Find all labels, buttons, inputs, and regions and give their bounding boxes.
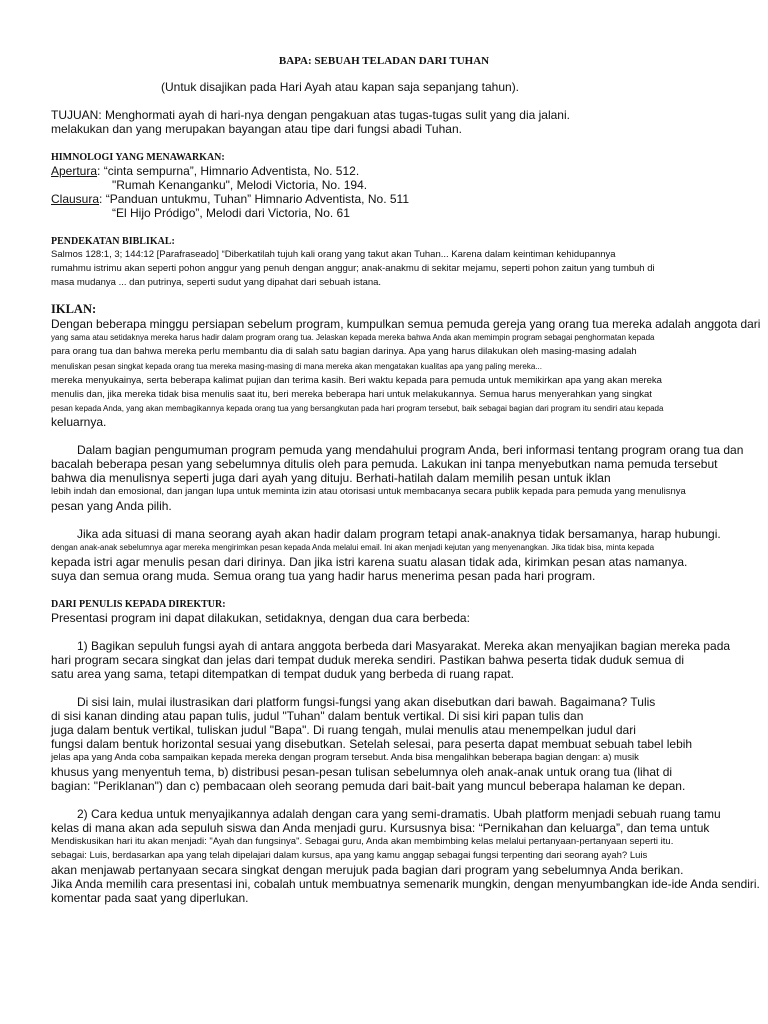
penulis-line: bagian: "Periklanan") dan c) pembacaan oleh seorang pemuda dari bait-bait yang muncul beberapa halaman ke depan. <box>51 779 686 793</box>
tujuan-line: TUJUAN: Menghormati ayah di hari-nya dengan pengakuan atas tugas-tugas sulit yang dia jalani. <box>51 108 570 122</box>
iklan-line: keluarnya. <box>51 415 107 429</box>
clausura-line <box>51 192 409 206</box>
penulis-line: jelas apa yang Anda coba sampaikan kepada mereka dengan program tersebut. Anda bisa mengalihkan beberapa bagian dengan: a) musik <box>51 752 639 763</box>
apertura-label: Apertura <box>51 164 98 178</box>
pendekatan-line: masa mudanya ... dan putrinya, seperti sudut yang dipahat dari sebuah istana. <box>51 277 382 288</box>
iklan-line: bacalah beberapa pesan yang sebelumnya ditulis oleh para pemuda. Lakukan ini tanpa menyebutkan nama pemuda tersebut <box>51 457 718 471</box>
penulis-line: Presentasi program ini dapat dilakukan, setidaknya, dengan dua cara berbeda: <box>51 611 470 625</box>
iklan-line: Jika ada situasi di mana seorang ayah akan hadir dalam program tetapi anak-anaknya tidak bersamanya, harap hubungi. <box>77 527 721 541</box>
penulis-line: kelas di mana akan ada sepuluh siswa dan Anda menjadi guru. Kursusnya bisa: “Pernikahan dan keluarga”, dan tema untuk <box>51 821 710 835</box>
iklan-line: dengan anak-anak sebelumnya agar mereka mengirimkan pesan kepada Anda melalui email. Ini akan menjadi kejutan yang menyenangkan. Jika tidak bisa, minta kepada <box>51 543 655 552</box>
clausura-label: Clausura <box>51 192 100 206</box>
iklan-line: menulis dan, jika mereka tidak bisa menulis saat itu, beri mereka beberapa hari untuk melakukannya. Semua harus menyerahkan yang singkat <box>51 389 652 400</box>
iklan-line: lebih indah dan emosional, dan jangan lupa untuk meminta izin atau otorisasi untuk membacanya secara publik kepada para pemuda yang menulisnya <box>51 486 686 497</box>
iklan-line: pesan kepada Anda, yang akan membagikannya kepada orang tua yang bersangkutan pada hari program tersebut, baik sebagai bagian dari program itu sendiri atau kepada <box>51 404 664 413</box>
penulis-line: satu area yang sama, tetapi ditempatkan di tempat duduk yang berbeda di ruang rapat. <box>51 667 514 681</box>
penulis-line: hari program secara singkat dan jelas dari tempat duduk mereka sendiri. Pastikan bahwa peserta tidak duduk semua di <box>51 653 685 667</box>
penulis-line: akan menjawab pertanyaan secara singkat dengan merujuk pada bagian dari program yang sebelumnya Anda berikan. <box>51 863 684 877</box>
penulis-line: Mendiskusikan hari itu akan menjadi: "Ayah dan fungsinya". Sebagai guru, Anda akan membimbing kelas melalui pertanyaan-pertanyaan seperti itu. <box>51 836 674 847</box>
iklan-line: suya dan semua orang muda. Semua orang tua yang hadir harus menerima pesan pada hari program. <box>51 569 596 583</box>
section-heading-penulis: DARI PENULIS KEPADA DIREKTUR: <box>51 599 226 610</box>
penulis-line: sebagai: Luis, berdasarkan apa yang telah dipelajari dalam kursus, apa yang kamu anggap sebagai fungsi terpenting dari seorang ayah? Luis <box>51 850 648 861</box>
section-heading-himnologi: HIMNOLOGI YANG MENAWARKAN: <box>51 152 225 163</box>
clausura-line-2: “El Hijo Pródigo”, Melodi dari Victoria, No. 61 <box>112 206 350 220</box>
iklan-line: pesan yang Anda pilih. <box>51 499 172 513</box>
iklan-line: yang sama atau setidaknya mereka harus hadir dalam program orang tua. Jelaskan kepada mereka bahwa Anda akan memimpin program sebagai penghormatan kepada <box>51 333 655 342</box>
penulis-line: di sisi kanan dinding atau papan tulis, judul "Tuhan" dalam bentuk vertikal. Di sisi kiri papan tulis dan <box>51 709 584 723</box>
penulis-line: Jika Anda memilih cara presentasi ini, cobalah untuk membuatnya semenarik mungkin, dengan menyumbangkan ide-ide Anda sendiri. <box>51 877 760 891</box>
section-heading-iklan: IKLAN: <box>51 302 97 316</box>
iklan-line: para orang tua dan bahwa mereka perlu membantu dia di salah satu bagian darinya. Apa yang harus dilakukan oleh masing-masing adalah <box>51 346 637 357</box>
apertura-line-2: "Rumah Kenanganku", Melodi Victoria, No. 194. <box>112 178 368 192</box>
page-title: BAPA: SEBUAH TELADAN DARI TUHAN <box>278 55 490 67</box>
section-heading-pendekatan: PENDEKATAN BIBLIKAL: <box>51 236 175 247</box>
iklan-line: mereka menyukainya, serta beberapa kalimat pujian dan terima kasih. Beri waktu kepada para pemuda untuk memikirkan apa yang akan mereka <box>51 375 662 386</box>
penulis-line: juga dalam bentuk vertikal, tuliskan judul "Bapa". Di ruang tengah, mulai menulis atau menempelkan judul dari <box>51 723 636 737</box>
penulis-line: 2) Cara kedua untuk menyajikannya adalah dengan cara yang semi-dramatis. Ubah platform menjadi sebuah ruang tamu <box>77 807 721 821</box>
penulis-line: fungsi dalam bentuk horizontal sesuai yang disebutkan. Setelah selesai, para peserta dapat membuat sebuah tabel lebih <box>51 737 693 751</box>
penulis-line: Di sisi lain, mulai ilustrasikan dari platform fungsi-fungsi yang akan disebutkan dari bawah. Bagaimana? Tulis <box>77 695 656 709</box>
penulis-line: 1) Bagikan sepuluh fungsi ayah di antara anggota berbeda dari Masyarakat. Mereka akan menyajikan bagian mereka pada <box>77 639 731 653</box>
tujuan-line: melakukan dan yang merupakan bayangan atau tipe dari fungsi abadi Tuhan. <box>51 122 462 136</box>
apertura-text: : “cinta sempurna”, Himnario Adventista, No. 512. <box>97 164 360 178</box>
penulis-line: khusus yang menyentuh tema, b) distribusi pesan-pesan tulisan sebelumnya oleh anak-anak untuk orang tua (lihat di <box>51 765 673 779</box>
iklan-line: bahwa dia menulisnya seperti juga dari ayah yang dituju. Berhati-hatilah dalam memilih pesan untuk iklan <box>51 471 611 485</box>
iklan-line: Dengan beberapa minggu persiapan sebelum program, kumpulkan semua pemuda gereja yang orang tua mereka adalah anggota dari <box>51 317 761 331</box>
pendekatan-line: Salmos 128:1, 3; 144:12 [Parafraseado] “Diberkatilah tujuh kali orang yang takut akan Tuhan... Karena dalam keintiman kehidupannya <box>51 249 616 260</box>
apertura-line <box>51 164 359 178</box>
pendekatan-line: rumahmu istrimu akan seperti pohon anggur yang penuh dengan anggur; anak-anakmu di sekitar mejamu, seperti pohon zaitun yang tumbuh di <box>51 263 655 274</box>
iklan-line: menuliskan pesan singkat kepada orang tua mereka masing-masing di mana mereka akan mengatakan kualitas apa yang paling mereka... <box>51 362 542 371</box>
iklan-line: Dalam bagian pengumuman program pemuda yang mendahului program Anda, beri informasi tentang program orang tua dan <box>77 443 744 457</box>
iklan-line: kepada istri agar menulis pesan dari dirinya. Dan jika istri karena suatu alasan tidak ada, kirimkan pesan atas namanya. <box>51 555 688 569</box>
penulis-line: komentar pada saat yang diperlukan. <box>51 891 249 905</box>
page-subtitle: (Untuk disajikan pada Hari Ayah atau kapan saja sepanjang tahun). <box>161 80 520 94</box>
clausura-text: : “Panduan untukmu, Tuhan” Himnario Adventista, No. 511 <box>99 192 409 206</box>
